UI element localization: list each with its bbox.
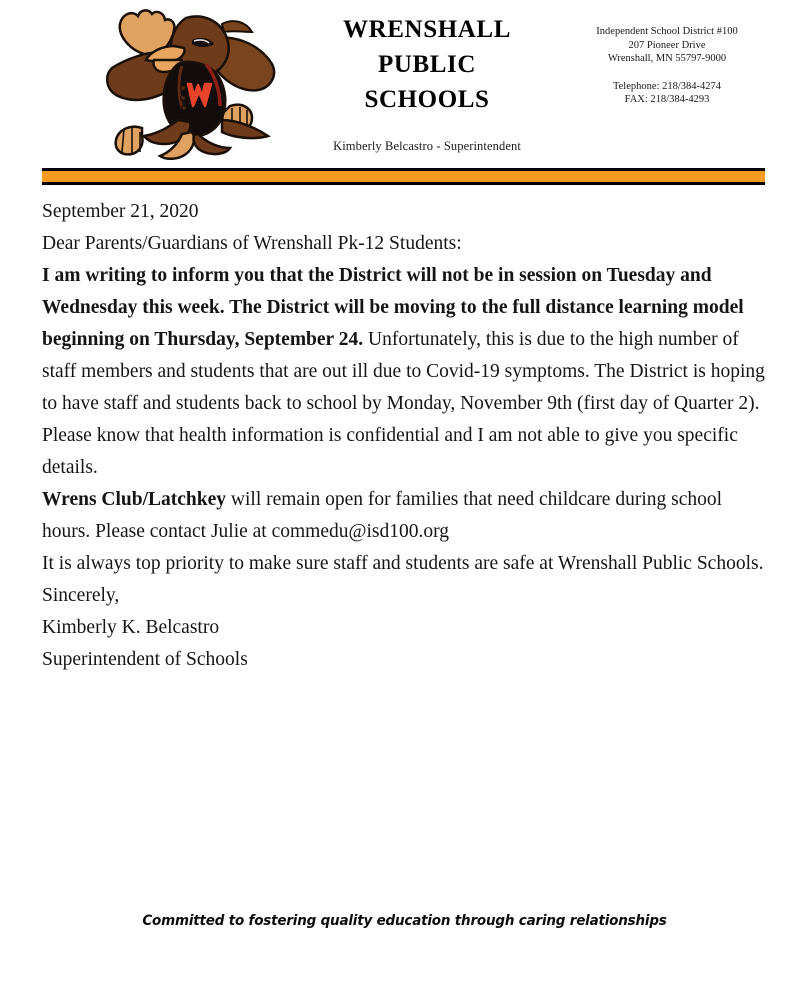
paragraph-main-bold: I am writing to inform you that the District will not be in session on Tuesday and Wednesday this week. The District will be moving to the full distance learning model beginning on Thursday, September 24. [42,265,744,350]
school-title-line-1: WRENSHALL [343,16,511,43]
paragraph-main [42,260,767,484]
paragraph-main-rest: Unfortunately, this is due to the high number of staff members and students that are out ill due to Covid-19 symptoms. The District is hoping to have staff and students back to school by Monday, November 9th (first day of Quarter 2). Please know that health information is confidential and I am not able to give you specific details. [42,329,765,478]
paragraph-safety: It is always top priority to make sure staff and students are safe at Wrenshall Public Schools. [42,553,764,574]
footer-tagline: Committed to fostering quality education through caring relationships [142,912,667,930]
orange-divider-rule [42,168,765,185]
letterhead [0,0,809,165]
letter-closing: Sincerely, [42,585,120,606]
school-title-line-3: SCHOOLS [364,86,490,113]
address-block [572,25,762,107]
address-telephone: Telephone: 218/384-4274 [612,80,722,92]
paragraph-wrens-bold: Wrens Club/Latchkey [42,489,227,510]
signature-title: Superintendent of Schools [42,649,248,670]
wren-mascot-logo [82,2,282,162]
signature-name: Kimberly K. Belcastro [42,617,220,638]
paragraph-wrens-rest: will remain open for families that need childcare during school hours. Please contact Julie at commedu@isd100.org [42,489,723,542]
school-title-line-2: PUBLIC [377,51,477,78]
paragraph-wrens-club [42,484,767,548]
address-street: 207 Pioneer Drive [628,39,706,51]
superintendent-byline: Kimberly Belcastro - Superintendent [333,139,521,153]
letter-salutation: Dear Parents/Guardians of Wrenshall Pk-12 Students: [42,233,462,254]
wren-mascot-icon [82,2,282,162]
letter-date: September 21, 2020 [42,201,199,222]
address-city-state-zip: Wrenshall, MN 55797-9000 [607,53,727,64]
address-district: Independent School District #100 [596,26,738,37]
address-fax: FAX: 218/384-4293 [624,94,710,105]
school-title-block [282,12,572,154]
letter-body [42,196,767,676]
